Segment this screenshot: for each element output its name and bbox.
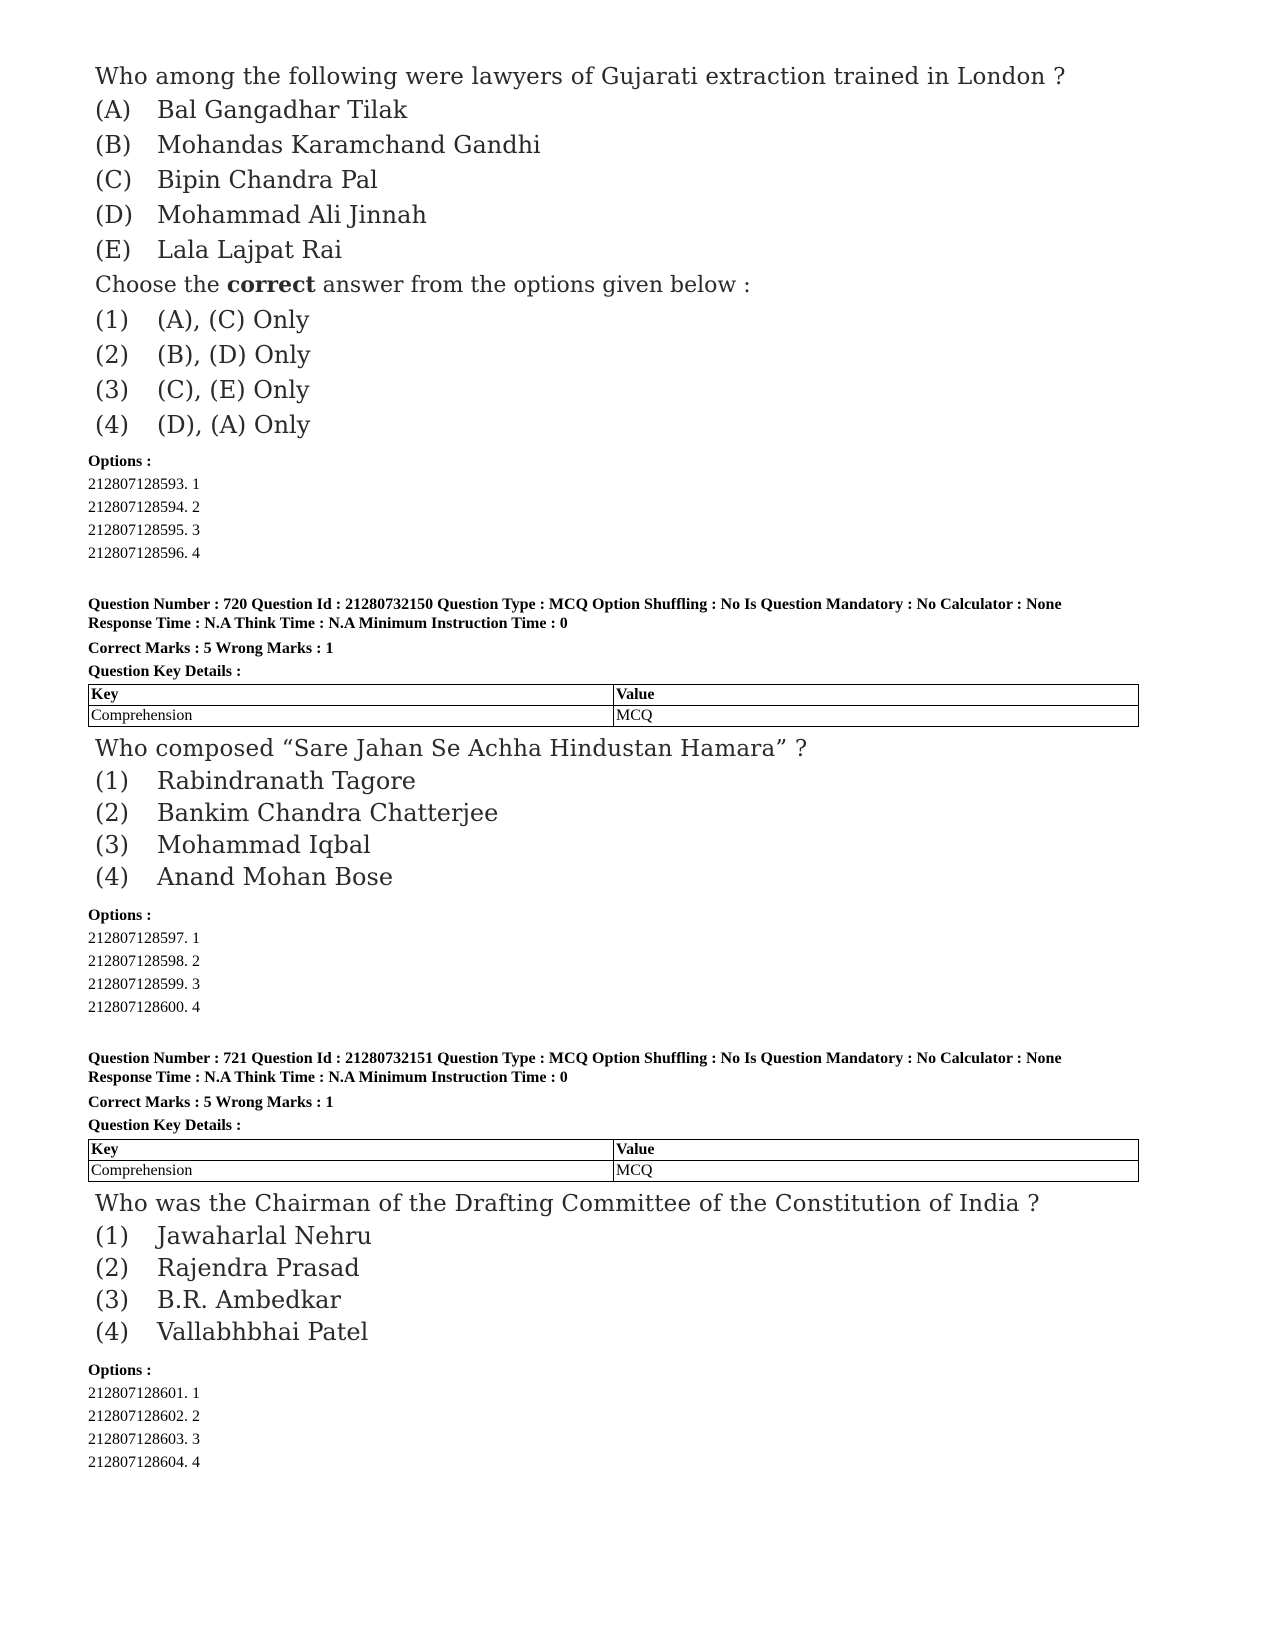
answer-choice: (3) B.R. Ambedkar [95, 1286, 341, 1314]
answer-choice: (4) Anand Mohan Bose [95, 863, 394, 891]
option-id: 212807128601. 1 [88, 1385, 200, 1402]
answer-choice: (3) Mohammad Iqbal [95, 831, 371, 859]
question-719-image [95, 61, 1066, 443]
question-stem: Who among the following were lawyers of Gujarati extraction trained in London ? [95, 64, 1066, 90]
table-cell: MCQ [614, 1161, 1139, 1182]
question-instruction: Choose the correct answer from the options given below : [95, 272, 751, 298]
option-id: 212807128599. 3 [88, 976, 200, 993]
table-row [89, 706, 1139, 727]
table-row [89, 1161, 1139, 1182]
table-header-row [89, 1140, 1139, 1161]
table-header-key: Key [89, 1140, 614, 1161]
option-id: 212807128594. 2 [88, 499, 200, 516]
option-id: 212807128598. 2 [88, 953, 200, 970]
question-stem: Who composed “Sare Jahan Se Achha Hindustan Hamara” ? [95, 736, 808, 762]
statement-item: (D) Mohammad Ali Jinnah [95, 201, 427, 229]
option-id: 212807128596. 4 [88, 545, 200, 562]
options-title: Options : [88, 453, 152, 470]
table-header-value: Value [614, 1140, 1139, 1161]
answer-choice: (1) Jawaharlal Nehru [95, 1222, 372, 1250]
answer-choice: (4) Vallabhbhai Patel [95, 1318, 369, 1346]
option-id: 212807128595. 3 [88, 522, 200, 539]
question-720-image [95, 733, 807, 893]
table-header-row [89, 685, 1139, 706]
answer-choice: (4) (D), (A) Only [95, 411, 311, 439]
options-list [88, 904, 200, 1019]
key-details-table [88, 1139, 1139, 1182]
option-id: 212807128604. 4 [88, 1454, 200, 1471]
answer-choice: (1) Rabindranath Tagore [95, 767, 417, 795]
key-details-title: Question Key Details : [88, 1117, 242, 1134]
statement-item: (A) Bal Gangadhar Tilak [95, 96, 408, 124]
statement-item: (E) Lala Lajpat Rai [95, 236, 343, 264]
option-id: 212807128593. 1 [88, 476, 200, 493]
option-id: 212807128602. 2 [88, 1408, 200, 1425]
question-meta [88, 596, 1062, 683]
statement-item: (B) Mohandas Karamchand Gandhi [95, 131, 541, 159]
answer-choice: (2) Bankim Chandra Chatterjee [95, 799, 499, 827]
table-header-key: Key [89, 685, 614, 706]
question-meta-line: Question Number : 720 Question Id : 21280732150 Question Type : MCQ Option Shuffling : No Is Question Mandatory : No Calculator : None [88, 596, 1062, 613]
statement-item: (C) Bipin Chandra Pal [95, 166, 378, 194]
key-details-table [88, 684, 1139, 727]
option-id: 212807128600. 4 [88, 999, 200, 1016]
answer-choice: (1) (A), (C) Only [95, 306, 310, 334]
marks-line: Correct Marks : 5 Wrong Marks : 1 [88, 1094, 334, 1111]
options-title: Options : [88, 1362, 152, 1379]
marks-line: Correct Marks : 5 Wrong Marks : 1 [88, 640, 334, 657]
answer-choice: (2) (B), (D) Only [95, 341, 311, 369]
table-cell: MCQ [614, 706, 1139, 727]
options-list [88, 450, 200, 565]
question-721-image [95, 1188, 1040, 1348]
option-id: 212807128603. 3 [88, 1431, 200, 1448]
options-list [88, 1359, 200, 1474]
question-meta-line: Response Time : N.A Think Time : N.A Minimum Instruction Time : 0 [88, 614, 568, 632]
answer-choice: (2) Rajendra Prasad [95, 1254, 360, 1282]
key-details-title: Question Key Details : [88, 663, 242, 680]
option-id: 212807128597. 1 [88, 930, 200, 947]
question-stem: Who was the Chairman of the Drafting Committee of the Constitution of India ? [95, 1191, 1040, 1217]
options-title: Options : [88, 907, 152, 924]
question-meta [88, 1050, 1062, 1137]
question-meta-line: Response Time : N.A Think Time : N.A Minimum Instruction Time : 0 [88, 1068, 568, 1086]
table-cell: Comprehension [89, 1161, 614, 1182]
table-cell: Comprehension [89, 706, 614, 727]
question-meta-line: Question Number : 721 Question Id : 21280732151 Question Type : MCQ Option Shuffling : No Is Question Mandatory : No Calculator : None [88, 1050, 1062, 1067]
table-header-value: Value [614, 685, 1139, 706]
answer-choice: (3) (C), (E) Only [95, 376, 310, 404]
